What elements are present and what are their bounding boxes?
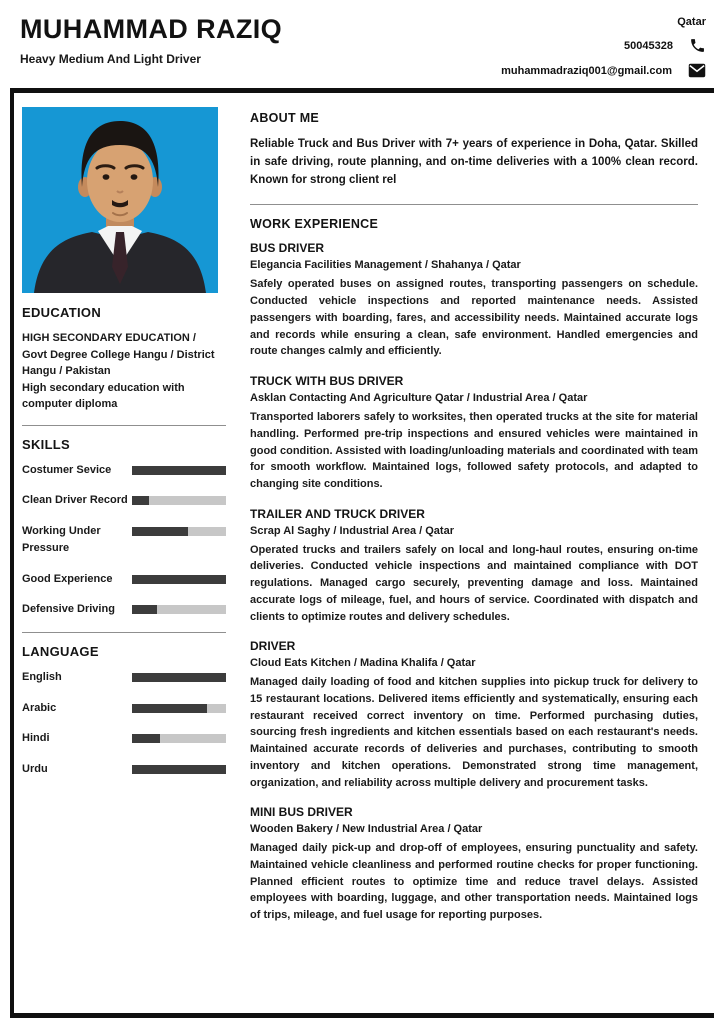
skill-row — [22, 492, 226, 510]
sidebar — [22, 107, 226, 1007]
job-entry — [250, 805, 698, 924]
language-label: English — [22, 671, 62, 684]
skill-label: Good Experience — [22, 572, 113, 585]
job-company: Scrap Al Saghy / Industrial Area / Qatar — [250, 524, 454, 537]
skill-bar-fill — [132, 466, 226, 475]
job-title: BUS DRIVER — [250, 241, 325, 256]
language-label: Arabic — [22, 701, 57, 714]
job-company: Elegancia Facilities Management / Shahanya / Qatar — [250, 259, 521, 272]
job-company: Asklan Contacting And Agriculture Qatar / Industrial Area / Qatar — [250, 392, 588, 405]
location-text: Qatar — [677, 16, 706, 28]
language-bar-fill — [132, 704, 207, 713]
job-company: Cloud Eats Kitchen / Madina Khalifa / Qatar — [250, 657, 476, 670]
skill-label: Working Under Pressure — [22, 524, 101, 555]
job-title: DRIVER — [250, 639, 296, 654]
about-text: Reliable Truck and Bus Driver with 7+ years of experience in Doha, Qatar. Skilled in safe driving, route planning, and on-time deliveries with a 100% clean record. Known for strong client rel — [250, 138, 698, 187]
job-company: Wooden Bakery / New Industrial Area / Qatar — [250, 823, 483, 836]
language-bar-track — [132, 765, 226, 774]
skill-bar-fill — [132, 496, 149, 505]
job-entry — [250, 241, 698, 360]
skill-bar-fill — [132, 605, 157, 614]
skill-label: Defensive Driving — [22, 603, 115, 616]
job-description: Transported laborers safely to worksites, then operated trucks at the site for material handling. Performed pre-trip inspections and ensured vehicles were maintained in good condition. Assisted with loading/unloading materials and coordinated with team for smooth workflow. Maintained logs, followed safety protocols, and adapted to changing site conditions. — [250, 411, 698, 490]
profile-photo — [22, 107, 218, 293]
phone-number: 50045328 — [624, 39, 673, 52]
skills-heading: SKILLS — [22, 436, 71, 452]
language-row — [22, 730, 226, 748]
content — [10, 93, 714, 1013]
job-title: TRAILER AND TRUCK DRIVER — [250, 506, 425, 521]
skills-list — [22, 462, 226, 620]
job-description: Operated trucks and trailers safely on local and long-haul routes, ensuring on-time deliveries. Conducted vehicle inspections and maintained compliance with DOT regulations. Managed cargo securely, preventing damage and loss. Maintained accurate logs of mileage, fuel, and hours of service. Coordinated with dispatch and clients to optimize routes and delivery schedules. — [250, 543, 698, 623]
language-bar-track — [132, 673, 226, 682]
language-list — [22, 669, 226, 778]
email-address: muhammadraziq001@gmail.com — [501, 64, 672, 77]
skill-label: Clean Driver Record — [22, 494, 128, 507]
language-bar-fill — [132, 765, 226, 774]
job-entry — [250, 374, 698, 493]
skill-row — [22, 571, 226, 589]
phone-row — [624, 37, 706, 54]
job-title: MINI BUS DRIVER — [250, 805, 353, 820]
language-label: Hindi — [22, 732, 50, 745]
skills-section — [22, 425, 226, 620]
job-title: TRUCK WITH BUS DRIVER — [250, 374, 404, 389]
language-bar-fill — [132, 673, 226, 682]
main-column — [250, 107, 706, 1007]
job-description: Managed daily loading of food and kitchen supplies into pickup truck for delivery to 15 restaurant locations. Delivered items efficiently and systematically, ensuring each restaurant received correct inventory on time. Performed purchasing duties, sourcing fresh ingredients and kitchen essentials based on each restaurant's needs. Maintained accurate records of deliveries and purchases, contributing to smooth inventory and kitchen operations. Demonstrated strong time management, organization, and reliability across multiple delivery and procurement tasks. — [250, 676, 698, 789]
header-identity — [20, 14, 282, 66]
language-label: Urdu — [22, 762, 48, 775]
language-section — [22, 632, 226, 778]
skill-bar-track — [132, 527, 226, 536]
header — [0, 0, 724, 88]
jobs-list — [250, 241, 698, 923]
skill-bar-track — [132, 605, 226, 614]
skill-row — [22, 601, 226, 619]
skill-label: Costumer Sevice — [22, 463, 112, 476]
candidate-name: MUHAMMAD RAZIQ — [20, 14, 283, 44]
job-description: Managed daily pick-up and drop-off of employees, ensuring punctuality and safety. Maintained vehicle cleanliness and performed routine checks for proper functioning. Planned efficient routes to optimize time and reduce travel delays. Assisted employees with boarding, luggage, and other transportation needs. Maintained logs of trips, mileage, and fuel usage for reporting purposes. — [250, 842, 698, 922]
email-icon — [688, 63, 706, 78]
education-degree: HIGH SECONDARY EDUCATION / — [22, 332, 196, 344]
candidate-job-title: Heavy Medium And Light Driver — [20, 52, 201, 66]
education-description: High secondary education with computer diploma — [22, 381, 185, 410]
skill-bar-fill — [132, 575, 226, 584]
language-row — [22, 669, 226, 687]
language-row — [22, 700, 226, 718]
contact-info — [501, 14, 706, 78]
language-heading: LANGUAGE — [22, 644, 99, 660]
phone-icon — [689, 37, 706, 54]
language-bar-track — [132, 734, 226, 743]
work-experience-heading: WORK EXPERIENCE — [250, 217, 379, 232]
education-section — [22, 305, 226, 413]
skill-row — [22, 523, 226, 558]
job-entry — [250, 507, 698, 626]
language-bar-track — [132, 704, 226, 713]
location-row — [677, 16, 706, 28]
work-experience-section — [250, 204, 698, 923]
skill-bar-track — [132, 575, 226, 584]
skill-bar-track — [132, 466, 226, 475]
education-heading: EDUCATION — [22, 305, 102, 320]
skill-row — [22, 462, 226, 480]
footer-bar — [10, 1013, 714, 1018]
job-description: Safely operated buses on assigned routes, transporting passengers on schedule. Conducted vehicle inspections and reported maintenance needs. Assisted passengers with boarding, fares, and accessibility needs. Maintained accurate logs and records while ensuring a clean, safe environment. Handled emergencies and route changes calmly and efficiently. — [250, 278, 698, 358]
language-row — [22, 761, 226, 779]
education-school: Govt Degree College Hangu / District Hangu / Pakistan — [22, 348, 215, 377]
language-bar-fill — [132, 734, 160, 743]
skill-bar-track — [132, 496, 226, 505]
email-row — [501, 63, 706, 78]
about-heading: ABOUT ME — [250, 111, 320, 125]
job-entry — [250, 639, 698, 791]
about-section — [250, 107, 698, 189]
skill-bar-fill — [132, 527, 188, 536]
